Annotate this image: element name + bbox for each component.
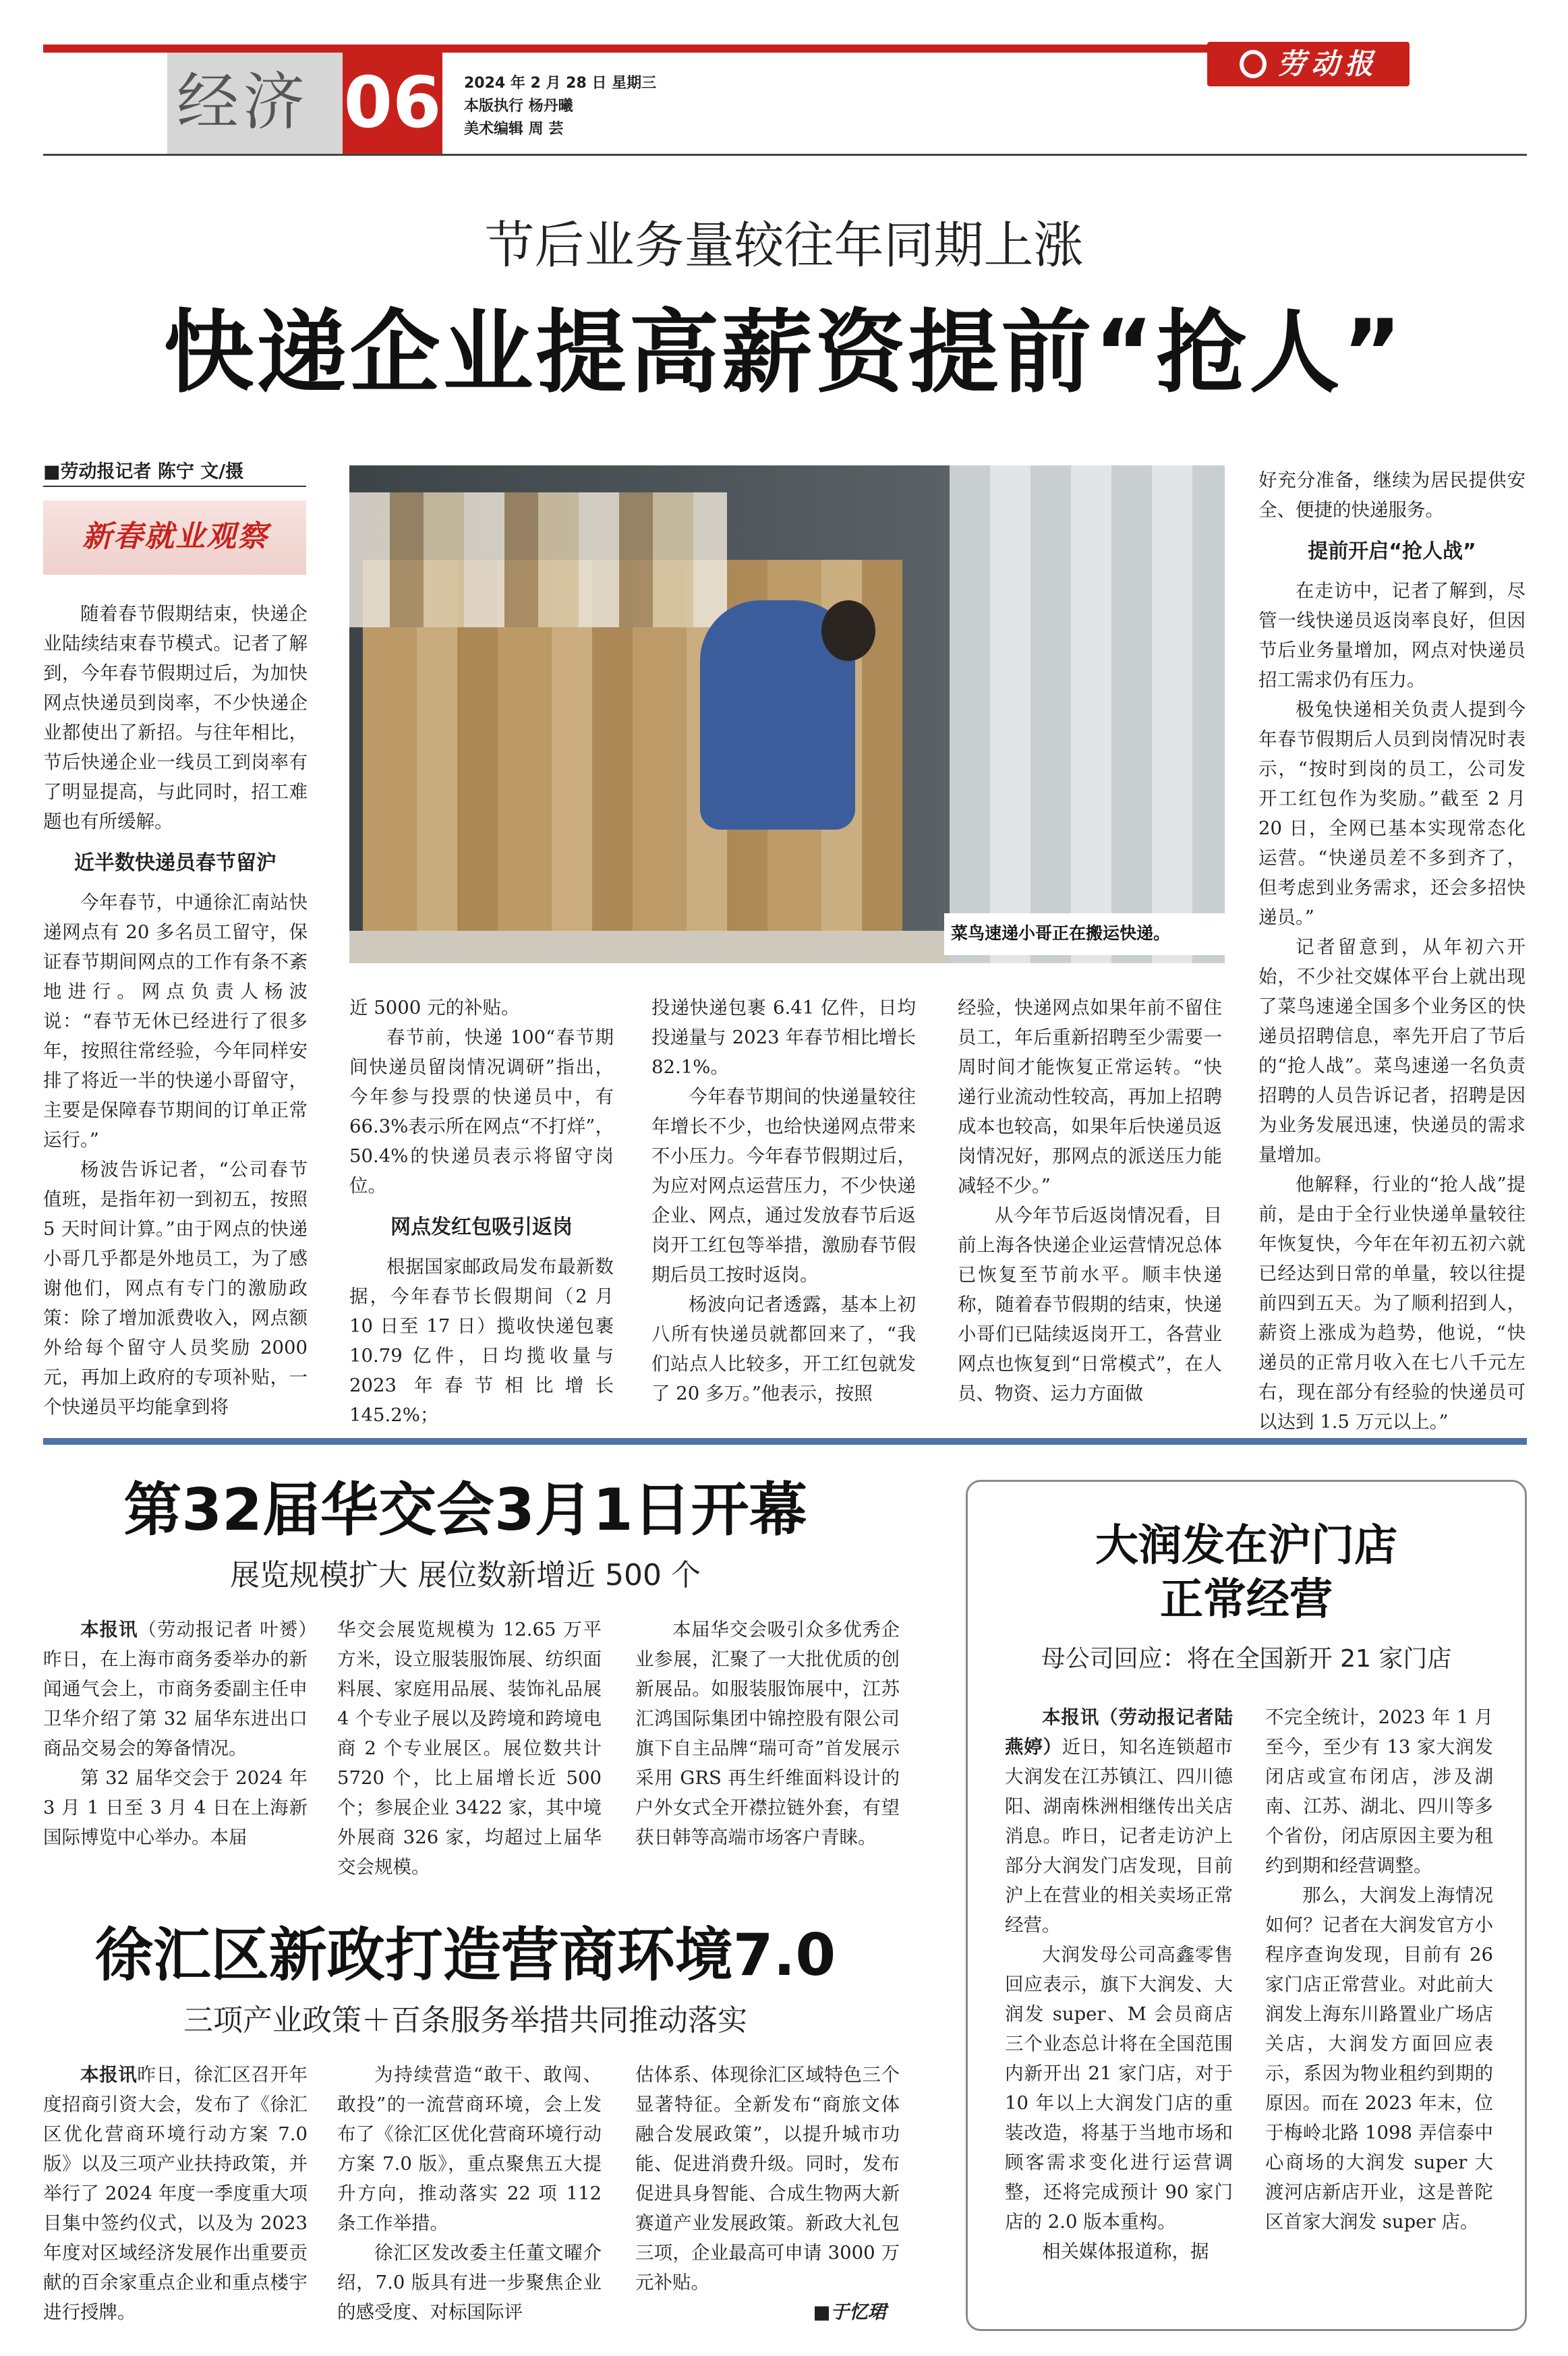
rt-col-2 [1265,1702,1493,2237]
lead-paragraph: 杨波向记者透露，基本上初八所有快递员就都回来了，“我们站点人比较多，开工红包就发了 20 多万。”他表示，按照 [651,1294,916,1404]
xuhui-col-3 [635,2060,900,2327]
lead-paragraph: 投递快递包裹 6.41 亿件，日均投递量与 2023 年春节相比增长 82.1%。 [651,997,916,1078]
lead-headline: 快递企业提高薪资提前“抢人” [163,300,1405,405]
lead-paragraph: 记者留意到，从年初六开始，不少社交媒体平台上就出现了菜鸟速递全国多个业务区的快递员招聘信息，率先开启了节后的“抢人战”。菜鸟速递一名负责招聘的人员告诉记者，招聘是因为业务发展迅速，快递员的需求量增加。 [1258,936,1526,1166]
xuhui-paragraph: 徐汇区发改委主任董文曜介绍，7.0 版具有进一步聚焦企业的感受度、对标国际评 [337,2242,602,2323]
fair-col-2 [337,1615,602,1882]
fair-deck: 展览规模扩大 展位数新增近 500 个 [230,1558,701,1592]
lead-paragraph: 今年春节，中通徐汇南站快递网点有 20 多名员工留守，保证春节期间网点的工作有条不紊地进行。网点负责人杨波说：“春节无休已经进行了很多年，按照往常经验，今年同样安排了将近一半的快递小哥留守，主要是保障春节期间的订单正常运行。” [43,892,308,1151]
xuhui-paragraph: 估体系、体现徐汇区域特色三个显著特征。全新发布“商旅文体融合发展政策”，以提升城市功能、促进消费升级。同时，发布促进具身智能、合成生物两大新赛道产业发展政策。新政大礼包三项，企业最高可申请 3000 万元补贴。 [635,2064,900,2293]
xuhui-credit: ■于忆珺 [813,2301,886,2323]
xuhui-col-1 [43,2060,308,2327]
lead-paragraph: 今年春节期间的快递量较往年增长不少，也给快递网点带来不小压力。今年春节假期过后，为应对网点运营压力，不少快递企业、网点，通过发放春节后返岗开工红包等举措，激励春节假期后员工按时返岗。 [651,1086,916,1286]
rt-deck: 母公司回应：将在全国新开 21 家门店 [1041,1645,1452,1673]
xuhui-lead-label: 本报讯 [80,2064,138,2086]
lead-paragraph: 好充分准备，继续为居民提供安全、便捷的快递服务。 [1258,469,1526,521]
lead-paragraph: 杨波告诉记者，“公司春节值班，是指年初一到初五，按照 5 天时间计算。”由于网点的快递小哥几乎都是外地员工，为了感谢他们，网点有专门的激励政策：除了增加派费收入，网点额外给每个留守人员奖励 2000 元，再加上政府的专项补贴，一个快递员平均能拿到将 [43,1159,308,1418]
fair-paragraph: 本届华交会吸引众多优秀企业参展，汇聚了一大批优质的创新展品。如服装服饰展中，江苏汇鸿国际集团中锦控股有限公司旗下自主品牌“瑞可奇”首发展示采用 GRS 再生纤维面料设计的户外女式全开襟拉链外套，有望获日韩等高端市场客户青睐。 [635,1619,900,1848]
rt-paragraph: 本报讯（劳动报记者陆燕婷）近日，知名连锁超市大润发在江苏镇江、四川德阳、湖南株洲相继传出关店消息。昨日，记者走访沪上部分大润发门店发现，目前沪上在营业的相关卖场正常经营。 [1005,1706,1233,1936]
column-badge-text: 新春就业观察 [82,519,268,554]
photo-courier-head [821,600,875,661]
subheading-red-envelope: 网点发红包吸引返岗 [390,1215,573,1239]
art-editor: 美术编辑 周 芸 [464,121,564,138]
subheading-stay: 近半数快递员春节留沪 [74,851,277,875]
lead-paragraph: 春节前，快递 100“春节期间快递员留岗情况调研”指出，今年参与投票的快递员中，有 66.3%表示所在网点“不打烊”，50.4%的快递员表示将留守岗位。 [349,1027,614,1197]
page-editor: 本版执行 杨丹曦 [464,98,573,115]
lead-col-3 [651,993,916,1408]
lead-paragraph: 经验，快递网点如果年前不留住员工，年后重新招聘至少需要一周时间才能恢复正常运转。“快递行业流动性较高，再加上招聘成本也较高，如果年后快递员返岗情况好，那网点的派送压力能减轻不少。” [958,997,1222,1197]
lead-paragraph: 近 5000 元的补贴。 [349,997,520,1018]
rt-lead-label: 本报讯 [1042,1706,1100,1728]
lead-paragraph: 随着春节假期结束，快递企业陆续结束春节模式。记者了解到，今年春节假期过后，为加快网点快递员到岗率，不少快递企业都使出了新招。与往年相比，节后快递企业一线员工到岗率有了明显提高，与此同时，招工难题也有所缓解。 [43,603,308,832]
page-number: 06 [343,61,442,144]
xuhui-paragraph: 本报讯昨日，徐汇区召开年度招商引资大会，发布了《徐汇区优化营商环境行动方案 7.0 版》以及三项产业扶持政策，并举行了 2024 年度一季度重大项目集中签约仪式，以及为 2023 年度对区域经济发展作出重要贡献的百余家重点企业和重点楼宇进行授牌。 [43,2064,308,2323]
section-name: 经济 [177,66,310,138]
fair-paragraph: 第 32 届华交会于 2024 年 3 月 1 日至 3 月 4 日在上海新国际博览中心举办。本届 [43,1767,308,1848]
fair-headline: 第32届华交会3月1日开幕 [123,1476,807,1544]
rt-paragraph: 相关媒体报道称，据 [1042,2241,1209,2262]
lead-col-2 [349,993,614,1430]
fair-lead-label: 本报讯 [80,1619,138,1640]
lead-col-1 [43,599,308,1422]
lead-paragraph: 在走访中，记者了解到，尽管一线快递员返岗率良好，但因节后业务量增加，网点对快递员招工需求仍有压力。 [1258,580,1526,691]
lead-col-4 [958,993,1222,1408]
rt-paragraph: 不完全统计，2023 年 1 月至今，至少有 13 家大润发闭店或宣布闭店，涉及湖南、江苏、湖北、四川等多个省份，闭店原因主要为租约到期和经营调整。 [1265,1706,1493,1876]
photo-door [950,465,1225,963]
byline: ■劳动报记者 陈宁 文/摄 [43,459,306,487]
lead-paragraph: 他解释，行业的“抢人战”提前，是由于全行业快递单量较往年恢复快，今年在年初五初六就已经达到日常的单量，较以往提前四到五天。为了顺利招到人，薪资上涨成为趋势，他说，“快递员的正常月收入在七八千元左右，现在部分有经验的快递员可以达到 1.5 万元以上。” [1258,1174,1526,1433]
rt-reporter: （劳动报记者陆燕婷） [1005,1706,1233,1758]
column-badge [43,500,306,575]
xuhui-headline: 徐汇区新政打造营商环境7.0 [94,1922,836,1989]
xuhui-paragraph: 为持续营造“敢干、敢闯、敢投”的一流营商环境，会上发布了《徐汇区优化营商环境行动方案 7.0 版》，重点聚焦五大提升方向，推动落实 22 项 112 条工作举措。 [337,2064,602,2234]
masthead-rule [43,154,1527,156]
rt-paragraph: 大润发母公司高鑫零售回应表示，旗下大润发、大润发 super、M 会员商店三个业态总计将在全国范围内新开出 21 家门店，对于 10 年以上大润发门店的重装改造，将基于当地市场和顾客需求变化进行运营调整，还将完成预计 90 家门店的 2.0 版本重构。 [1005,1944,1233,2233]
section-divider [43,1438,1527,1445]
top-red-rule [43,45,1227,53]
photo-caption: 菜鸟速递小哥正在搬运快递。 [951,923,1171,943]
logo-text: 劳动报 [1277,47,1379,80]
logo-mark-icon [1240,50,1267,78]
rt-paragraph: 那么，大润发上海情况如何？记者在大润发官方小程序查询发现，目前有 26 家门店正常营业。对此前大润发上海东川路置业广场店关店，大润发方面回应表示，系因为物业租约到期的原因。而在 2023 年末，位于梅岭北路 1098 弄信泰中心商场的大润发 super 大渡河店新店开业，这是普陀区首家大润发 super 店。 [1265,1885,1493,2233]
fair-col-1 [43,1615,308,1852]
lead-col-5 [1258,465,1526,1437]
xuhui-deck: 三项产业政策＋百条服务举措共同推动落实 [183,2003,747,2038]
rt-headline-line-1: 大润发在沪门店 [1095,1521,1397,1571]
fair-paragraph: 华交会展览规模为 12.65 万平方米，设立服装服饰展、纺织面料展、家庭用品展、装饰礼品展 4 个专业子展以及跨境和跨境电商 2 个专业展区。展位数共计 5720 个，比上届增长近 500 个；参展企业 3422 家，其中境外展商 326 家，均超过上届华交会规模。 [337,1619,602,1878]
lead-photo [349,465,1225,963]
photo-parcels-upper [349,492,727,627]
xuhui-col-2 [337,2060,602,2327]
issue-date: 2024 年 2 月 28 日 星期三 [464,75,657,92]
rt-col-1 [1005,1702,1233,2266]
lead-kicker: 节后业务量较往年同期上涨 [484,217,1084,275]
lead-paragraph: 极兔快递相关负责人提到今年春节假期后人员到岗情况时表示，“按时到岗的员工，公司发开工红包作为奖励。”截至 2 月 20 日，全网已基本实现常态化运营。“快递员差不多到齐了，但考虑到业务需求，还会多招快递员。” [1258,699,1526,928]
rt-headline-line-2: 正常经营 [1160,1575,1333,1625]
fair-col-3 [635,1615,900,1852]
photo-floor [349,931,950,963]
fair-paragraph: 本报讯（劳动报记者 叶赟）昨日，在上海市商务委举办的新闻通气会上，市商务委副主任申卫华介绍了第 32 届华东进出口商品交易会的筹备情况。 [43,1619,308,1759]
lead-paragraph: 从今年节后返岗情况看，目前上海各快递企业运营情况总体已恢复至节前水平。顺丰快递称，随着春节假期的结束，快递小哥们已陆续返岗开工，各营业网点也恢复到“日常模式”，在人员、物资、运力方面做 [958,1205,1222,1404]
subheading-talent-war: 提前开启“抢人战” [1308,540,1476,563]
lead-paragraph: 根据国家邮政局发布最新数据，今年春节长假期间（2 月 10 日至 17 日）揽收快递包裹 10.79 亿件，日均揽收量与 2023 年春节相比增长 145.2%； [349,1256,614,1426]
